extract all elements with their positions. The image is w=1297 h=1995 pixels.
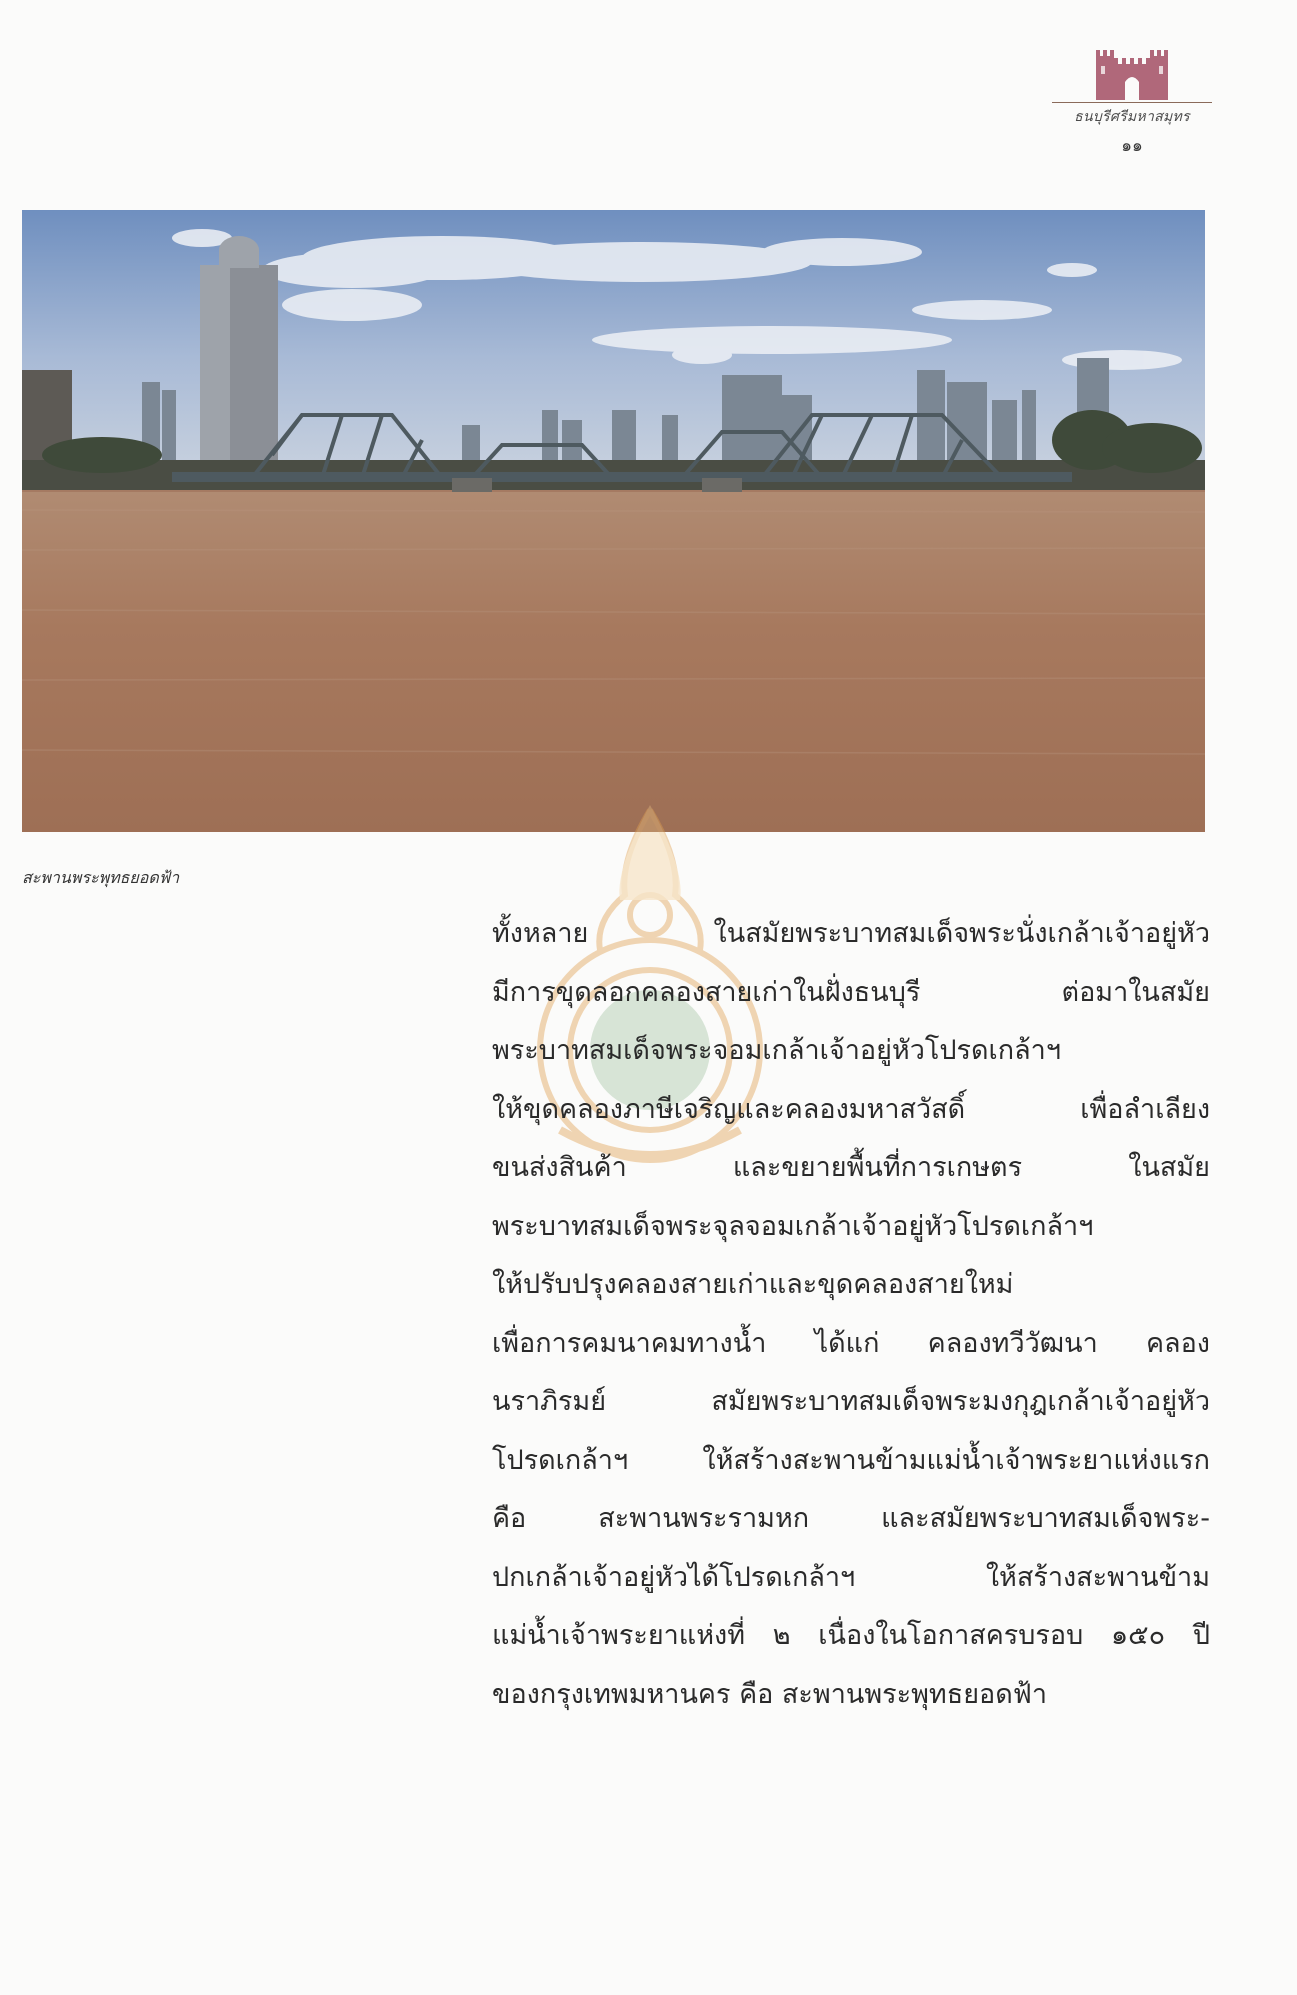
city-gate-icon [1092, 44, 1172, 102]
body-line: ทั้งหลาย ในสมัยพระบาทสมเด็จพระนั่งเกล้าเจ้าอยู่หัว [492, 918, 1210, 949]
page-number: ๑๑ [1121, 136, 1143, 156]
body-line: ของกรุงเทพมหานคร คือ สะพานพระพุทธยอดฟ้า [492, 1678, 1048, 1710]
body-line: พระบาทสมเด็จพระจอมเกล้าเจ้าอยู่หัวโปรดเกล้าฯ [492, 1035, 1062, 1066]
body-line: นราภิรมย์ สมัยพระบาทสมเด็จพระมงกุฎเกล้าเจ้าอยู่หัว [492, 1386, 1210, 1417]
body-line: มีการขุดลอกคลองสายเก่าในฝั่งธนบุรี ต่อมาในสมัย [492, 976, 1210, 1008]
body-line: ให้ปรับปรุงคลองสายเก่าและขุดคลองสายใหม่ [492, 1269, 1014, 1300]
body-paragraph [492, 905, 1210, 1724]
body-line: คือ สะพานพระรามหก และสมัยพระบาทสมเด็จพระ- [492, 1503, 1210, 1534]
body-line: พระบาทสมเด็จพระจุลจอมเกล้าเจ้าอยู่หัวโปรดเกล้าฯ [492, 1210, 1094, 1242]
photo-caption: สะพานพระพุทธยอดฟ้า [22, 868, 180, 887]
header-title: ธนบุรีศรีมหาสมุทร [1074, 109, 1190, 125]
body-line: โปรดเกล้าฯ ให้สร้างสะพานข้ามแม่น้ำเจ้าพระยาแห่งแรก [492, 1444, 1210, 1476]
body-line: เพื่อการคมนาคมทางน้ำ ได้แก่ คลองทวีวัฒนา คลอง [492, 1327, 1210, 1359]
body-line: แม่น้ำเจ้าพระยาแห่งที่ ๒ เนื่องในโอกาสครบรอบ ๑๕๐ ปี [492, 1620, 1210, 1651]
body-line: ขนส่งสินค้า และขยายพื้นที่การเกษตร ในสมัย [492, 1152, 1210, 1183]
bridge-over-river-photo [22, 210, 1205, 832]
page-header [1052, 44, 1212, 159]
header-rule [1052, 102, 1212, 103]
body-line: ปกเกล้าเจ้าอยู่หัวได้โปรดเกล้าฯ ให้สร้างสะพานข้าม [492, 1561, 1210, 1593]
body-line: ให้ขุดคลองภาษีเจริญและคลองมหาสวัสดิ์ เพื่อลำเลียง [492, 1093, 1210, 1125]
